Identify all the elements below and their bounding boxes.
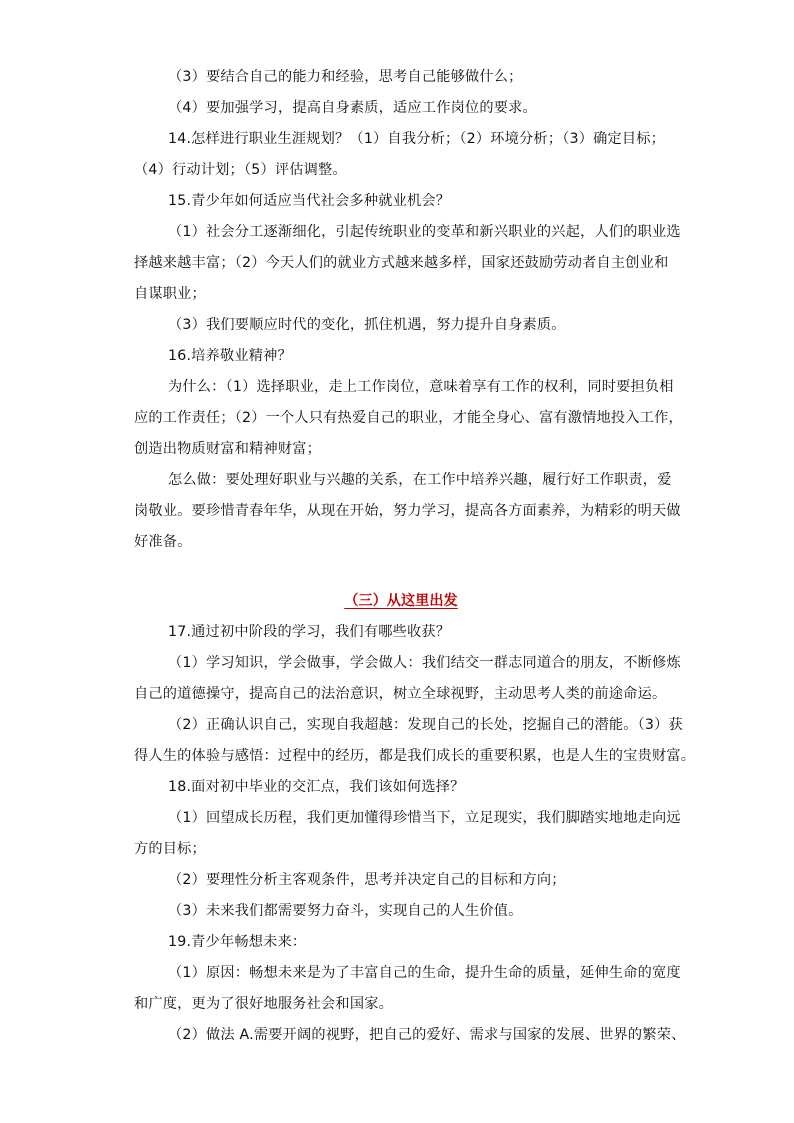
text-line: 创造出物质财富和精神财富； [134, 441, 322, 457]
text-line: （1）社会分工逐渐细化，引起传统职业的变革和新兴职业的兴起，人们的职业选 [168, 224, 681, 240]
text-line: （2）要理性分析主客观条件，思考并决定自己的目标和方向； [168, 872, 566, 888]
question-heading: 19.青少年畅想未来： [168, 934, 307, 950]
text-line: 得人生的体验与感悟：过程中的经历，都是我们成长的重要积累，也是人生的宝贵财富。 [134, 748, 696, 764]
text-line: （3）我们要顺应时代的变化，抓住机遇，努力提升自身素质。 [168, 317, 566, 333]
text-line: 方的目标； [134, 841, 206, 857]
section-gap [134, 558, 668, 586]
text-line: 为什么：（1）选择职业，走上工作岗位，意味着享有工作的权利，同时要担负相 [168, 379, 674, 395]
question-heading: 16.培养敬业精神？ [168, 348, 292, 364]
text-line: 自己的道德操守，提高自己的法治意识，树立全球视野，主动思考人类的前途命运。 [134, 686, 667, 702]
text-line: （3）要结合自己的能力和经验，思考自己能够做什么； [168, 69, 523, 85]
text-line: （1）回望成长历程，我们更加懂得珍惜当下，立足现实，我们脚踏实地地走向远 [168, 810, 681, 826]
text-line: （4）要加强学习，提高自身素质，适应工作岗位的要求。 [168, 100, 537, 116]
text-line: （1）学习知识，学会做事，学会做人：我们结交一群志同道合的朋友，不断修炼 [168, 655, 681, 671]
section-title: （三）从这里出发 [344, 593, 458, 609]
question-heading: 18.面对初中毕业的交汇点，我们该如何选择？ [168, 779, 465, 795]
text-line: （2）正确认识自己，实现自我超越：发现自己的长处，挖掘自己的潜能。（3）获 [168, 717, 683, 733]
text-line: （3）未来我们都需要努力奋斗，实现自己的人生价值。 [168, 903, 523, 919]
text-line: 择越来越丰富；（2）今天人们的就业方式越来越多样，国家还鼓励劳动者自主创业和 [134, 255, 669, 271]
text-line: 岗敬业。要珍惜青春年华，从现在开始，努力学习，提高各方面素养，为精彩的明天做 [134, 503, 681, 519]
question-heading: 17.通过初中阶段的学习，我们有哪些收获？ [168, 624, 451, 640]
text-line: （1）原因：畅想未来是为了丰富自己的生命，提升生命的质量，延伸生命的宽度 [168, 965, 681, 981]
question-heading: 15.青少年如何适应当代社会多种就业机会？ [168, 193, 451, 209]
text-line: 好准备。 [134, 534, 192, 550]
text-line: 和广度，更为了很好地服务社会和国家。 [134, 996, 393, 1012]
text-line: （2）做法 A.需要开阔的视野，把自己的爱好、需求与国家的发展、世界的繁荣、 [168, 1027, 686, 1043]
text-line: 自谋职业； [134, 286, 206, 302]
text-line: （4）行动计划；（5）评估调整。 [134, 162, 347, 178]
text-line: 应的工作责任；（2）一个人只有热爱自己的职业，才能全身心、富有激情地投入工作， [134, 410, 683, 426]
question-heading: 14.怎样进行职业生涯规划？（1）自我分析；（2）环境分析；（3）确定目标； [168, 131, 666, 147]
text-line: 怎么做：要处理好职业与兴趣的关系，在工作中培养兴趣，履行好工作职责，爱 [168, 472, 672, 488]
